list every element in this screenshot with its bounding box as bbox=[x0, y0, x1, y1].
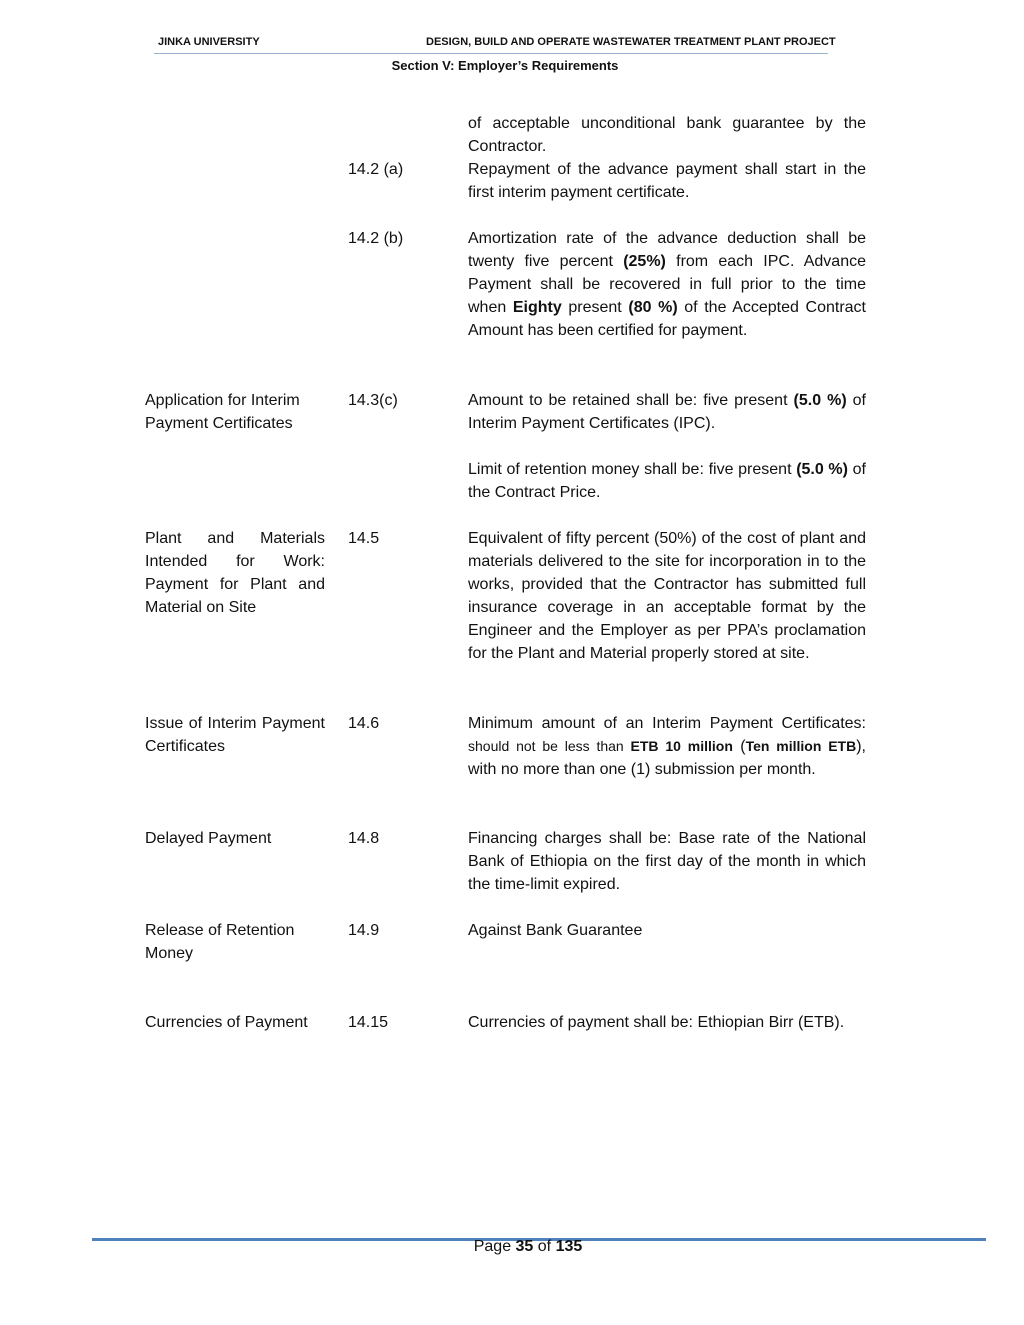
clause-number: 14.2 (a) bbox=[348, 161, 404, 178]
clause-label: Issue of Interim Payment Certificates bbox=[145, 715, 325, 755]
text-run: Amortization rate of the advance deduction shall be twenty five percent bbox=[468, 230, 866, 270]
bold-run: Ten million ETB bbox=[745, 738, 857, 754]
header-divider bbox=[154, 53, 828, 54]
bold-run: (80 %) bbox=[628, 299, 678, 316]
page-number bbox=[0, 1238, 1024, 1256]
clause-label: Release of Retention Money bbox=[145, 922, 295, 962]
clause-label: Delayed Payment bbox=[145, 830, 272, 847]
text-run: ), with no more than one (1) submission per month. bbox=[468, 738, 866, 778]
clause-text: Equivalent of fifty percent (50%) of the cost of plant and materials delivered to the site for incorporation in to the works, provided that the Contractor has submitted full insurance coverage in an acceptable format by the Engineer and the Employer as per PPA’s proclamation for the Plant and Material properly stored at site. bbox=[468, 530, 866, 662]
clause-text: Currencies of payment shall be: Ethiopian Birr (ETB). bbox=[468, 1014, 845, 1031]
text-run: should not be less than bbox=[468, 738, 631, 754]
clause-number: 14.6 bbox=[348, 715, 380, 732]
header-institution: JINKA UNIVERSITY bbox=[158, 36, 260, 48]
paragraph bbox=[468, 389, 866, 435]
text-run: Limit of retention money shall be: five present bbox=[468, 461, 797, 478]
footer-text: of bbox=[533, 1238, 556, 1255]
clause-label: Application for Interim Payment Certificates bbox=[145, 392, 300, 432]
clause-text bbox=[468, 389, 866, 504]
footer-text: Page bbox=[473, 1238, 516, 1255]
section-title: Section V: Employer’s Requirements bbox=[391, 58, 619, 73]
clause-text: Financing charges shall be: Base rate of the National Bank of Ethiopia on the first day of the month in which the time-limit expired. bbox=[468, 830, 866, 893]
bold-run: (5.0 %) bbox=[793, 392, 847, 409]
clause-label: Plant and Materials Intended for Work: Payment for Plant and Material on Site bbox=[145, 530, 325, 616]
bold-run: ETB 10 million bbox=[630, 738, 733, 754]
text-run: from each IPC. Advance Payment shall be recovered in full prior to the time when bbox=[468, 253, 867, 316]
header-project-title: DESIGN, BUILD AND OPERATE WASTEWATER TREATMENT PLANT PROJECT bbox=[426, 36, 836, 48]
clause-text bbox=[468, 227, 866, 342]
bold-run: (5.0 %) bbox=[796, 461, 848, 478]
clause-number: 14.9 bbox=[348, 922, 380, 939]
clause-number: 14.3(c) bbox=[348, 392, 398, 409]
bold-run: (25%) bbox=[623, 253, 666, 270]
clause-text: of acceptable unconditional bank guarantee by the Contractor. bbox=[468, 115, 866, 155]
text-run: of the Contract Price. bbox=[468, 461, 866, 501]
paragraph bbox=[468, 458, 866, 504]
current-page: 35 bbox=[515, 1238, 534, 1255]
bold-run: Eighty bbox=[512, 299, 562, 316]
clause-number: 14.5 bbox=[348, 530, 380, 547]
text-run: present bbox=[561, 299, 629, 316]
clause-label: Currencies of Payment bbox=[145, 1014, 308, 1031]
clause-number: 14.2 (b) bbox=[348, 230, 404, 247]
clause-number: 14.8 bbox=[348, 830, 380, 847]
text-run: of Interim Payment Certificates (IPC). bbox=[468, 392, 866, 432]
text-run: ( bbox=[732, 738, 746, 755]
clause-text: Against Bank Guarantee bbox=[468, 922, 643, 939]
clause-number: 14.15 bbox=[348, 1014, 389, 1031]
text-run: Amount to be retained shall be: five present bbox=[468, 392, 794, 409]
total-pages: 135 bbox=[555, 1238, 583, 1255]
text-run: Minimum amount of an Interim Payment Certificates: bbox=[468, 715, 866, 732]
text-run: of the Accepted Contract Amount has been certified for payment. bbox=[468, 299, 866, 339]
clause-text: Repayment of the advance payment shall start in the first interim payment certificate. bbox=[468, 161, 866, 201]
clause-text bbox=[468, 712, 866, 781]
